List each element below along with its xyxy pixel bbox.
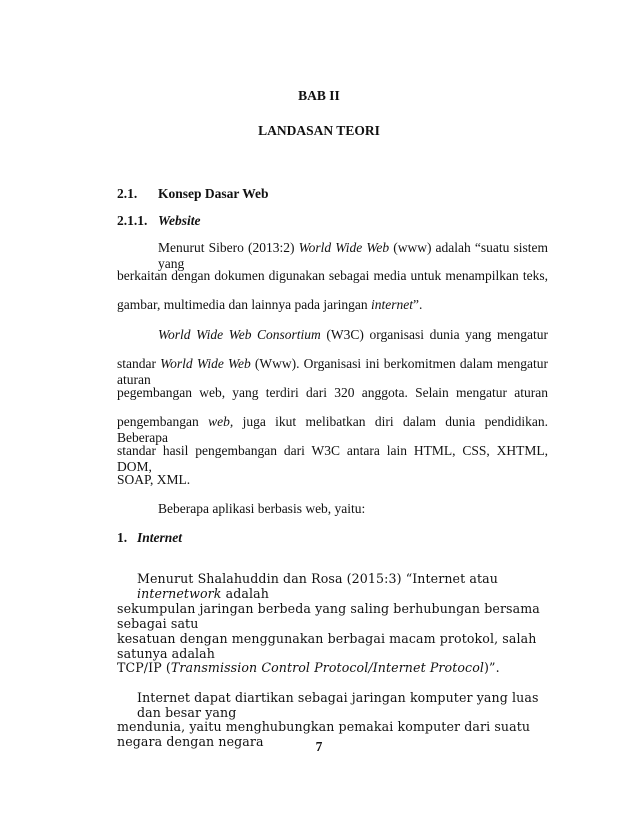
para2-line1 [158, 327, 548, 343]
list-item-1-title: Internet [137, 530, 183, 545]
para2-term-www: World Wide Web [160, 356, 251, 371]
para4-term-internetwork: internetwork [137, 586, 222, 601]
section-2-1-number: 2.1. [117, 186, 138, 201]
para1-text-c: (www) adalah “suatu sistem yang [158, 240, 549, 271]
chapter-number: BAB II [298, 88, 340, 103]
list-item-1-number: 1. [117, 530, 128, 545]
para4-line1-c: adalah [225, 586, 269, 601]
para4-line1 [137, 571, 548, 601]
para2-line4-c: juga ikut melibatkan diri dalam dunia pendidikan. Beberapa [117, 414, 549, 445]
para2-line1-text: (W3C) organisasi dunia yang mengatur [326, 327, 549, 342]
para1-line3-text: gambar, multimedia dan lainnya pada jaringan [117, 297, 368, 312]
para4-line3: kesatuan dengan menggunakan berbagai macam protokol, salah satunya adalah [117, 631, 537, 661]
para2-line2-c: (Www). Organisasi ini berkomitmen dalam mengatur aturan [117, 356, 549, 387]
para2-line4 [117, 414, 548, 446]
para5-line1: Internet dapat diartikan sebagai jaringan komputer yang luas dan besar yang [137, 690, 539, 720]
para2-line6: SOAP, XML. [117, 472, 191, 487]
para3: Beberapa aplikasi berbasis web, yaitu: [158, 501, 366, 516]
para5-line2: mendunia, yaitu menghubungkan pemakai komputer dari suatu negara dengan negara [117, 719, 531, 749]
para2-term-web: web, [208, 414, 234, 429]
para4-line1-a: Menurut Shalahuddin dan Rosa (2015:3) “Internet atau [137, 571, 498, 586]
para2-line3: pegembangan web, yang terdiri dari 320 anggota. Selain mengatur aturan [117, 385, 548, 400]
para4-line4 [117, 660, 500, 675]
para1-term-internet: internet [371, 297, 413, 312]
para1-text-a: Menurut Sibero (2013:2) [158, 240, 295, 255]
para1-line3-end: ”. [413, 297, 423, 312]
para1-line2: berkaitan dengan dokumen digunakan sebagai media untuk menampilkan teks, [117, 268, 548, 283]
para4-line4-a: TCP/IP ( [117, 660, 171, 675]
para1-term-www: World Wide Web [298, 240, 390, 255]
para4-term-tcpip: Transmission Control Protocol/Internet Protocol [170, 660, 485, 675]
para2-line2-a: standar [117, 356, 156, 371]
para4-line4-c: )”. [484, 660, 500, 675]
chapter-title: LANDASAN TEORI [258, 123, 380, 138]
page-number: 7 [315, 739, 323, 754]
para2-line5: standar hasil pengembangan dari W3C antara lain HTML, CSS, XHTML, DOM, [117, 443, 548, 474]
para2-line2 [117, 356, 548, 388]
para4-line2: sekumpulan jaringan berbeda yang saling berhubungan bersama sebagai satu [117, 601, 540, 631]
para2-term-w3c: World Wide Web Consortium [158, 327, 321, 342]
section-2-1-1-title: Website [158, 213, 201, 228]
section-2-1-title: Konsep Dasar Web [158, 186, 269, 201]
para1-line3 [117, 297, 422, 313]
section-2-1-1-number: 2.1.1. [117, 213, 148, 228]
para2-line4-a: pengembangan [117, 414, 199, 429]
